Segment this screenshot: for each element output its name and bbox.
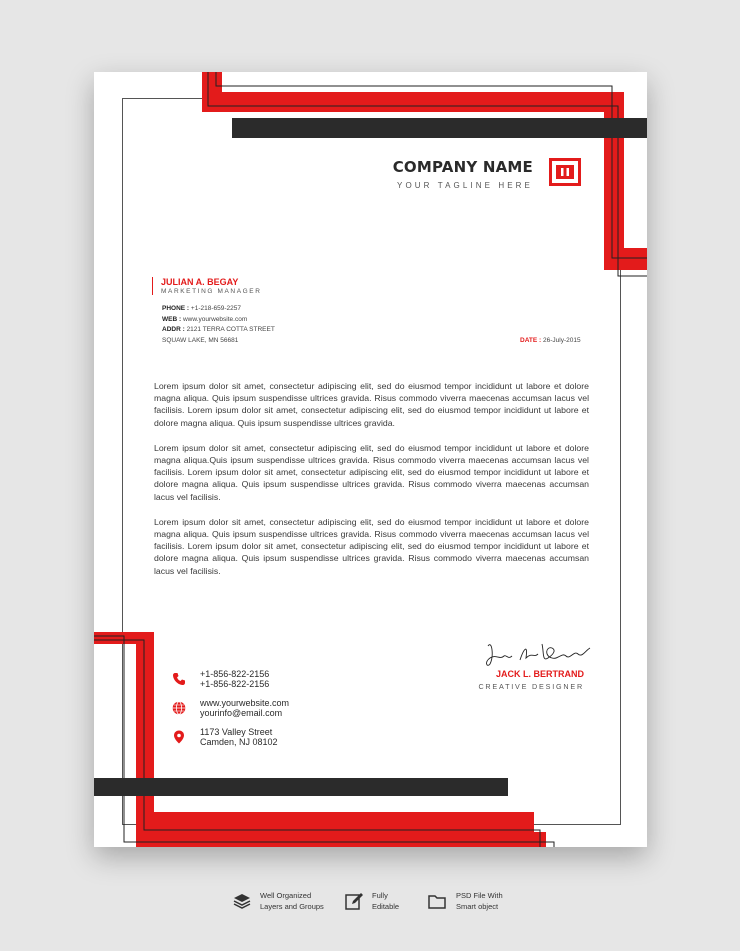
feature-3-line-1: PSD File With [456,891,503,900]
footer-addr-2: Camden, NJ 08102 [200,737,278,747]
folder-icon [427,891,447,911]
bottom-dark-band [94,778,508,796]
body-paragraph-3: Lorem ipsum dolor sit amet, consectetur adipiscing elit, sed do eiusmod tempor incididunt ut labore et dolore magna aliqua. Quis ipsum suspendisse ultrices gravida. Risus commodo viverra maecenas accumsan lacus vel facilisis. Lorem ipsum dolor sit amet, consectetur adipiscing elit, sed do eiusmod tempor incididunt ut labore et dolore magna aliqua. Quis ipsum suspendisse ultrices gravida. Risus commodo viverra maecenas accumsan lacus vel facilisis. [154,516,589,576]
feature-1 [260,890,324,912]
footer-addr-1: 1173 Valley Street [200,727,273,737]
body-paragraph-2: Lorem ipsum dolor sit amet, consectetur adipiscing elit, sed do eiusmod tempor incididunt ut labore et dolore magna aliqua.Quis ipsum suspendisse ultrices gravida. Risus commodo viverra maecenas accumsan lacus vel facilisis. Lorem ipsum dolor sit amet, consectetur adipiscing elit, sed do eiusmod tempor incididunt ut labore et dolore magna aliqua. Quis ipsum suspendisse ultrices gravida. Risus commodo viverra maecenas accumsan lacus vel facilisis. [154,442,589,502]
feature-2-line-2: Editable [372,902,400,911]
location-pin-icon [172,730,186,744]
footer-web-block [200,698,289,718]
footer-phone-1: +1-856-822-2156 [200,669,270,679]
date-value: 26-July-2015 [543,337,581,344]
sender-contacts [162,304,275,346]
signature-image [482,638,592,668]
sender-addr2: SQUAW LAKE, MN 56681 [162,336,239,344]
feature-2 [372,890,399,912]
sender-title: MARKETING MANAGER [161,288,262,295]
bottom-red-band [94,632,546,847]
feature-1-line-2: Layers and Groups [260,902,324,911]
sender-block [152,277,262,295]
footer-email[interactable]: yourinfo@email.com [200,708,283,718]
date-label: DATE : [520,337,542,344]
addr-label: ADDR : [162,326,185,333]
company-header [393,158,533,190]
top-dark-band [232,118,647,138]
edit-icon [344,891,364,911]
letterhead-sheet [94,72,647,847]
footer-phones [200,669,269,689]
company-tagline: YOUR TAGLINE HERE [397,181,533,190]
feature-3-line-2: Smart object [456,902,499,911]
signer-title: CREATIVE DESIGNER [478,682,584,691]
sender-addr1: 2121 TERRA COTTA STREET [186,326,275,333]
sender-web: www.yourwebsite.com [182,315,248,323]
globe-icon [172,701,186,715]
feature-2-line-1: Fully [372,891,388,900]
signer-name: JACK L. BERTRAND [495,669,584,679]
feature-1-line-1: Well Organized [260,891,312,900]
footer-address [200,727,278,747]
footer-website[interactable]: www.yourwebsite.com [200,698,290,708]
sender-phone: +1-218-659-2257 [190,305,241,312]
sender-name: JULIAN A. BEGAY [161,277,239,287]
phone-icon [172,672,186,686]
body-paragraph-1: Lorem ipsum dolor sit amet, consectetur adipiscing elit, sed do eiusmod tempor incididunt ut labore et dolore magna aliqua. Quis ipsum suspendisse ultrices gravida. Risus commodo viverra maecenas accumsan lacus vel facilisis. Lorem ipsum dolor sit amet, consectetur adipiscing elit, sed do eiusmod tempor incididunt ut labore et dolore magna aliqua. Quis ipsum suspendisse ultrices gravida. [154,381,589,428]
footer-phone-2: +1-856-822-2156 [200,679,270,689]
letter-body [154,380,589,590]
phone-label: PHONE : [162,305,190,312]
date-line [520,337,581,344]
company-name: COMPANY NAME [392,158,533,176]
web-label: WEB : [162,315,182,323]
feature-3 [456,890,503,912]
company-logo-icon [549,158,581,186]
layers-icon [232,891,252,911]
